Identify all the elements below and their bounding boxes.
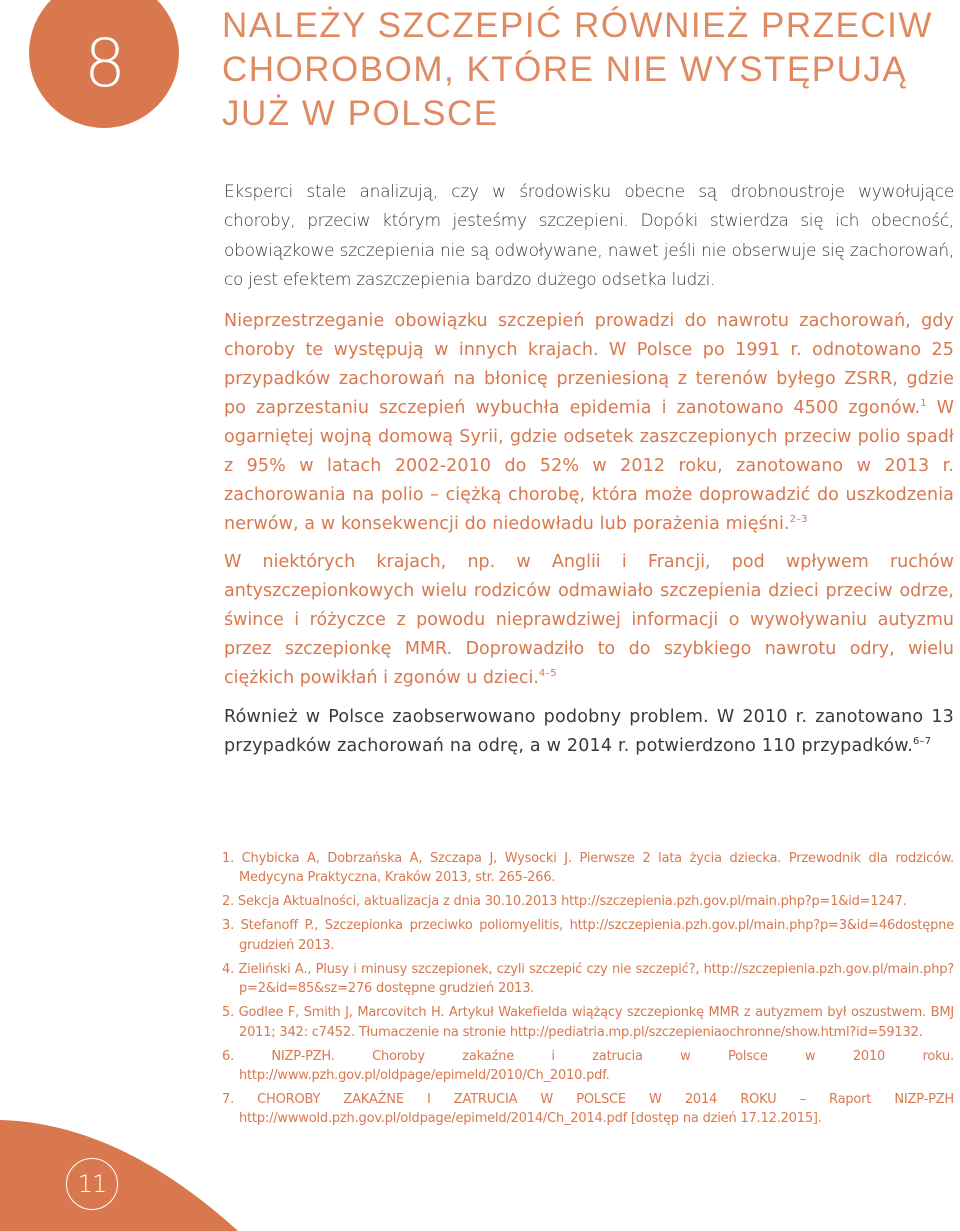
reference-item: 6. NIZP-PZH. Choroby zakaźne i zatrucia w Polsce w 2010 roku. http://www.pzh.gov.pl/oldpage/epimeld/2010/Ch_2010.pdf. xyxy=(222,1048,954,1084)
citation-ref: 6–7 xyxy=(912,736,932,748)
page-number: 11 xyxy=(77,1170,107,1198)
reference-item: 1. Chybicka A, Dobrzańska A, Szczapa J, Wysocki J. Pierwsze 2 lata życia dziecka. Przewodnik dla rodziców. Medycyna Praktyczna, Kraków 2013, str. 265-266. xyxy=(222,851,954,886)
reference-item: 7. CHOROBY ZAKAŹNE I ZATRUCIA W POLSCE W 2014 ROKU – Raport NIZP-PZH http://wwwold.pzh.gov.pl/oldpage/epimeld/2014/Ch_2014.pdf [dostęp na dzień 17.12.2015]. xyxy=(222,1092,954,1127)
corner-decoration xyxy=(0,1120,300,1231)
reference-item: 3. Stefanoff P., Szczepionka przeciwko poliomyelitis, http://szczepienia.pzh.gov.pl/main.php?p=3&id=46dostępne grudzień 2013. xyxy=(222,918,954,953)
mmr-paragraph xyxy=(224,548,954,693)
reference-item: 5. Godlee F, Smith J, Marcovitch H. Artykuł Wakefielda wiążący szczepionkę MMR z autyzmem był oszustwem. BMJ 2011; 342: c7452. Tłumaczenie na stronie http://pediatria.mp.pl/szczepieniaochronne/show.html?id=59132. xyxy=(222,1005,954,1040)
references-list xyxy=(222,849,954,1133)
paragraph-text: Również w Polsce zaobserwowano podobny problem. W 2010 r. zanotowano 13 przypadków zachorowań na odrę, a w 2014 r. potwierdzono 110 przypadków. xyxy=(224,707,954,757)
page-number-badge xyxy=(66,1158,118,1210)
intro-paragraph: Eksperci stale analizują, czy w środowisku obecne są drobnoustroje wywołujące choroby, przeciw którym jesteśmy szczepieni. Dopóki stwierdza się ich obecność, obowiązkowe szczepienia nie są odwoływane, nawet jeśli nie obserwuje się zachorowań, co jest efektem zaszczepienia bardzo dużego odsetka ludzi. xyxy=(224,182,954,290)
paragraph-text: W niektórych krajach, np. w Anglii i Francji, pod wpływem ruchów antyszczepionkowych wielu rodziców odmawiało szczepienia dzieci przeciw odrze, śwince i różyczce z powodu nieprawdziwej informacji o wywoływaniu autyzmu przez szczepionkę MMR. Doprowadziło to do szybkiego nawrotu odry, wielu ciężkich powikłań i zgonów u dzieci. xyxy=(224,552,954,689)
measles-poland-paragraph xyxy=(224,703,954,761)
reference-item: 2. Sekcja Aktualności, aktualizacja z dnia 30.10.2013 http://szczepienia.pzh.gov.pl/main.php?p=1&id=1247. xyxy=(222,894,907,910)
paragraph-text: Nieprzestrzeganie obowiązku szczepień prowadzi do nawrotu zachorowań, gdy choroby te występują w innych krajach. W Polsce po 1991 r. odnotowano 25 przypadków zachorowań na błonicę przeniesioną z terenów byłego ZSRR, gdzie po zaprzestaniu szczepień wybuchła epidemia i zanotowano 4500 zgonów. xyxy=(224,311,954,419)
citation-ref: 1 xyxy=(920,398,927,410)
page-title: NALEŻY SZCZEPIĆ RÓWNIEŻ PRZECIW CHOROBOM, KTÓRE NIE WYSTĘPUJĄ JUŻ W POLSCE xyxy=(222,6,933,133)
paragraph-text: W ogarniętej wojną domową Syrii, gdzie odsetek zaszczepionych przeciw polio spadł z 95% w latach 2002-2010 do 52% w 2012 roku, zanotowano w 2013 r. zachorowania na polio – ciężką chorobę, która może doprowadzić do uszkodzenia nerwów, a w konsekwencji do niedowładu lub porażenia mięśni. xyxy=(224,398,955,535)
citation-ref: 2–3 xyxy=(789,514,808,526)
section-number: 8 xyxy=(84,25,124,102)
citation-ref: 4–5 xyxy=(538,668,557,680)
reference-item: 4. Zieliński A., Plusy i minusy szczepionek, czyli szczepić czy nie szczepić?, http://szczepienia.pzh.gov.pl/main.php?p=2&id=85&sz=276 dostępne grudzień 2013. xyxy=(222,961,954,997)
section-number-badge xyxy=(29,0,179,128)
diphtheria-polio-paragraph xyxy=(224,307,954,539)
article-body xyxy=(224,178,954,761)
